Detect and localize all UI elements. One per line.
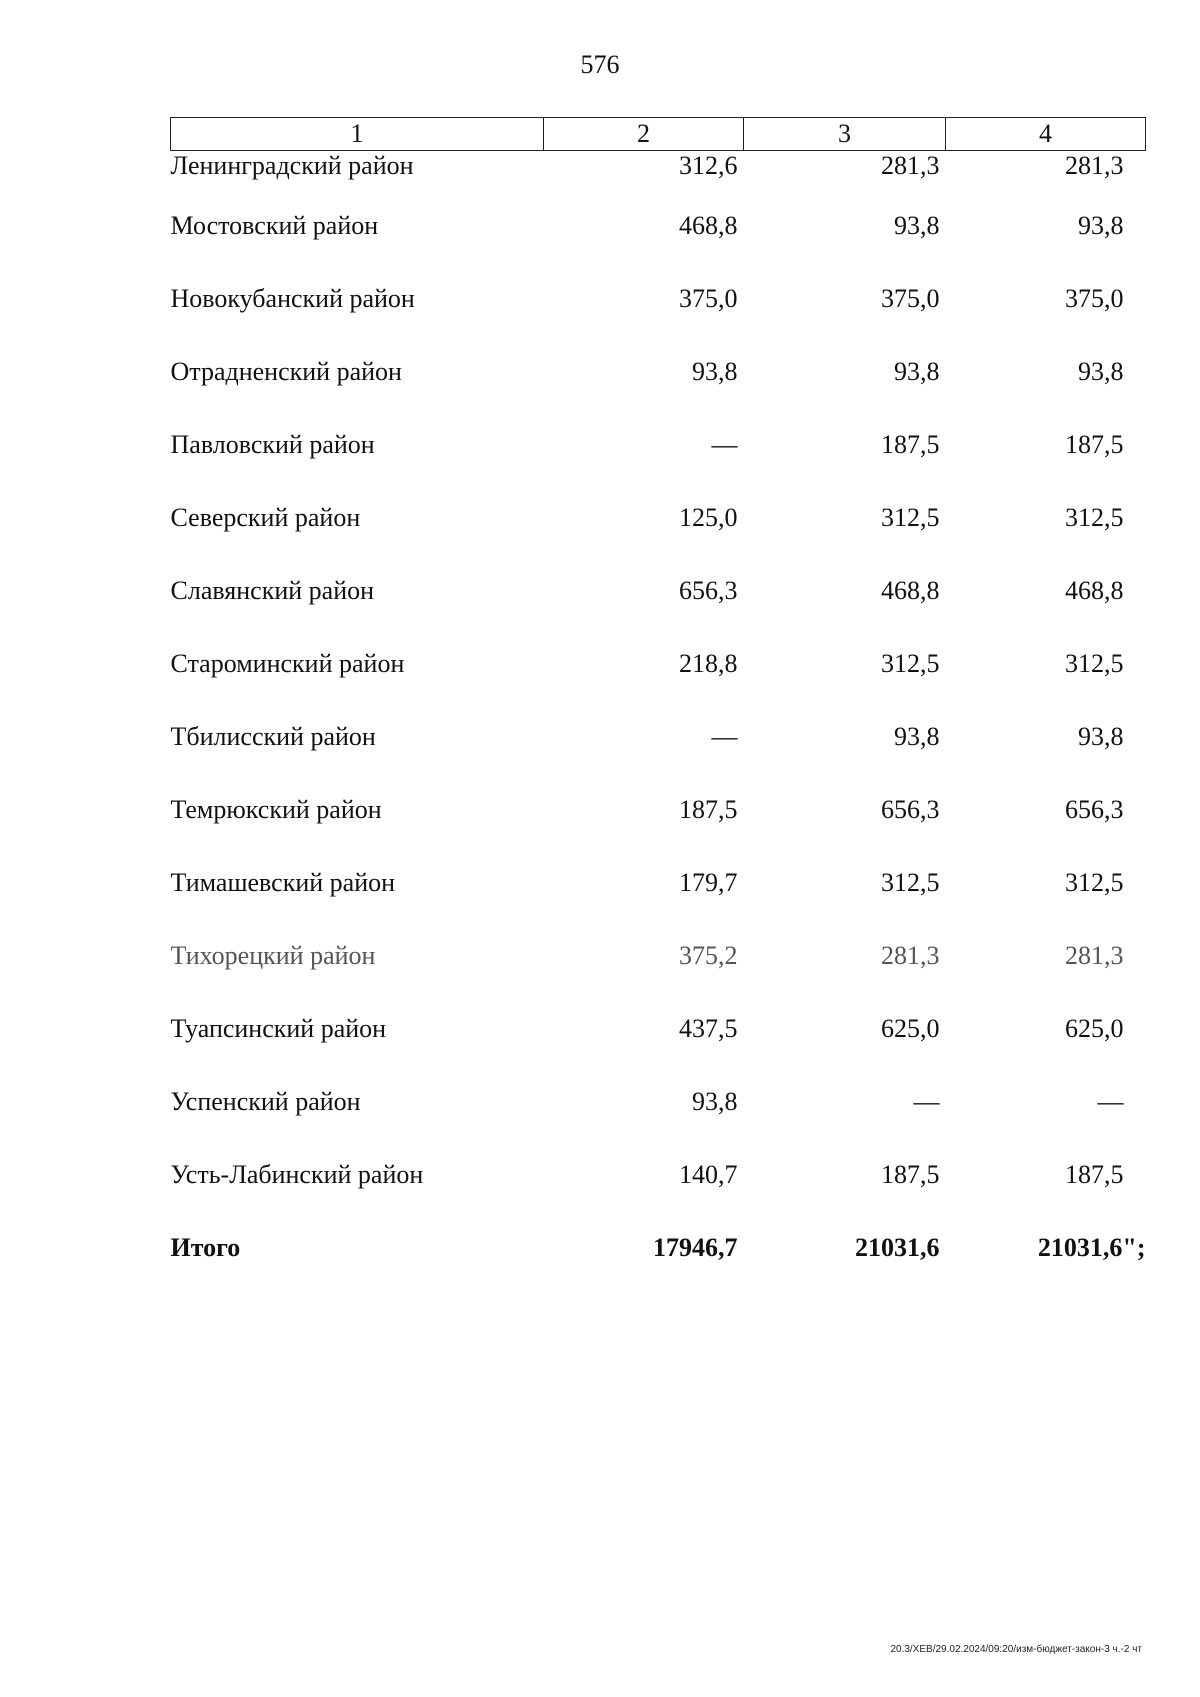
row-name: Отрадненский район (170, 357, 402, 386)
value-col-2: 375,2 (679, 941, 738, 970)
table-row (171, 357, 1146, 430)
table-row (171, 1014, 1146, 1087)
value-col-3: 93,8 (894, 211, 940, 240)
value-col-4: 187,5 (1065, 1160, 1124, 1189)
row-name: Итого (170, 1233, 241, 1262)
table-row (171, 503, 1146, 576)
value-col-3: 312,5 (881, 503, 940, 532)
value-col-3: 93,8 (894, 722, 940, 751)
value-col-2: 656,3 (679, 576, 738, 605)
value-col-2: 375,0 (679, 284, 738, 313)
row-name: Успенский район (170, 1087, 361, 1116)
value-col-4: — (1097, 1087, 1124, 1116)
table-row (171, 868, 1146, 941)
row-name: Темрюкский район (170, 795, 382, 824)
value-col-4: 625,0 (1065, 1014, 1124, 1043)
table-row (171, 722, 1146, 795)
row-name: Новокубанский район (170, 284, 415, 313)
column-header-4: 4 (946, 118, 1146, 151)
value-col-3: 656,3 (881, 795, 940, 824)
budget-table (170, 117, 1146, 1306)
row-name: Усть-Лабинский район (170, 1160, 424, 1189)
table-row (171, 151, 1146, 212)
value-col-2: 140,7 (679, 1160, 738, 1189)
value-col-2: — (711, 722, 738, 751)
value-col-3: 312,5 (881, 649, 940, 678)
table-row (171, 795, 1146, 868)
table-row (171, 211, 1146, 284)
row-name: Славянский район (170, 576, 375, 605)
value-col-4: 375,0 (1065, 284, 1124, 313)
page-number: 576 (580, 50, 620, 79)
value-col-4: 281,3 (1065, 941, 1124, 970)
value-col-2: 93,8 (692, 1087, 738, 1116)
row-name: Мостовский район (170, 211, 379, 240)
value-col-4: 468,8 (1065, 576, 1124, 605)
value-col-4: 93,8 (1078, 722, 1124, 751)
total-row (171, 1233, 1146, 1306)
table-row (171, 284, 1146, 357)
row-name: Северский район (170, 503, 361, 532)
column-header-1: 1 (171, 118, 544, 151)
table-row (171, 941, 1146, 1014)
value-col-3: 312,5 (881, 868, 940, 897)
value-col-4: 21031,6"; (1037, 1233, 1146, 1262)
value-col-3: 93,8 (894, 357, 940, 386)
table-row (171, 1087, 1146, 1160)
column-header-3: 3 (744, 118, 946, 151)
value-col-2: 179,7 (679, 868, 738, 897)
value-col-3: 468,8 (881, 576, 940, 605)
value-col-3: 625,0 (881, 1014, 940, 1043)
document-footer: 20.3/ХЕВ/29.02.2024/09:20/изм-бюджет-закон-3 ч.-2 чт (890, 1644, 1142, 1655)
value-col-4: 656,3 (1065, 795, 1124, 824)
row-name: Тимашевский район (170, 868, 396, 897)
value-col-3: 21031,6 (855, 1233, 940, 1262)
value-col-2: 93,8 (692, 357, 738, 386)
value-col-2: 17946,7 (653, 1233, 738, 1262)
value-col-4: 312,5 (1065, 503, 1124, 532)
table-row (171, 649, 1146, 722)
row-name: Староминский район (170, 649, 405, 678)
value-col-3: 375,0 (881, 284, 940, 313)
value-col-2: 468,8 (679, 211, 738, 240)
row-name: Тихорецкий район (170, 941, 376, 970)
value-col-2: — (711, 430, 738, 459)
value-col-3: 281,3 (881, 941, 940, 970)
table-row (171, 576, 1146, 649)
value-col-4: 187,5 (1065, 430, 1124, 459)
value-col-2: 125,0 (679, 503, 738, 532)
value-col-3: 187,5 (881, 430, 940, 459)
value-col-2: 218,8 (679, 649, 738, 678)
value-col-4: 93,8 (1078, 211, 1124, 240)
value-col-2: 312,6 (679, 151, 738, 180)
value-col-2: 437,5 (679, 1014, 738, 1043)
table-row (171, 1160, 1146, 1233)
value-col-3: 187,5 (881, 1160, 940, 1189)
value-col-3: — (913, 1087, 940, 1116)
table-header-row (171, 118, 1146, 151)
row-name: Тбилисский район (170, 722, 376, 751)
value-col-4: 281,3 (1065, 151, 1124, 180)
value-col-4: 93,8 (1078, 357, 1124, 386)
row-name: Ленинградский район (170, 151, 414, 180)
row-name: Туапсинский район (170, 1014, 387, 1043)
value-col-2: 187,5 (679, 795, 738, 824)
table-row (171, 430, 1146, 503)
column-header-2: 2 (544, 118, 744, 151)
value-col-3: 281,3 (881, 151, 940, 180)
value-col-4: 312,5 (1065, 868, 1124, 897)
row-name: Павловский район (170, 430, 375, 459)
value-col-4: 312,5 (1065, 649, 1124, 678)
